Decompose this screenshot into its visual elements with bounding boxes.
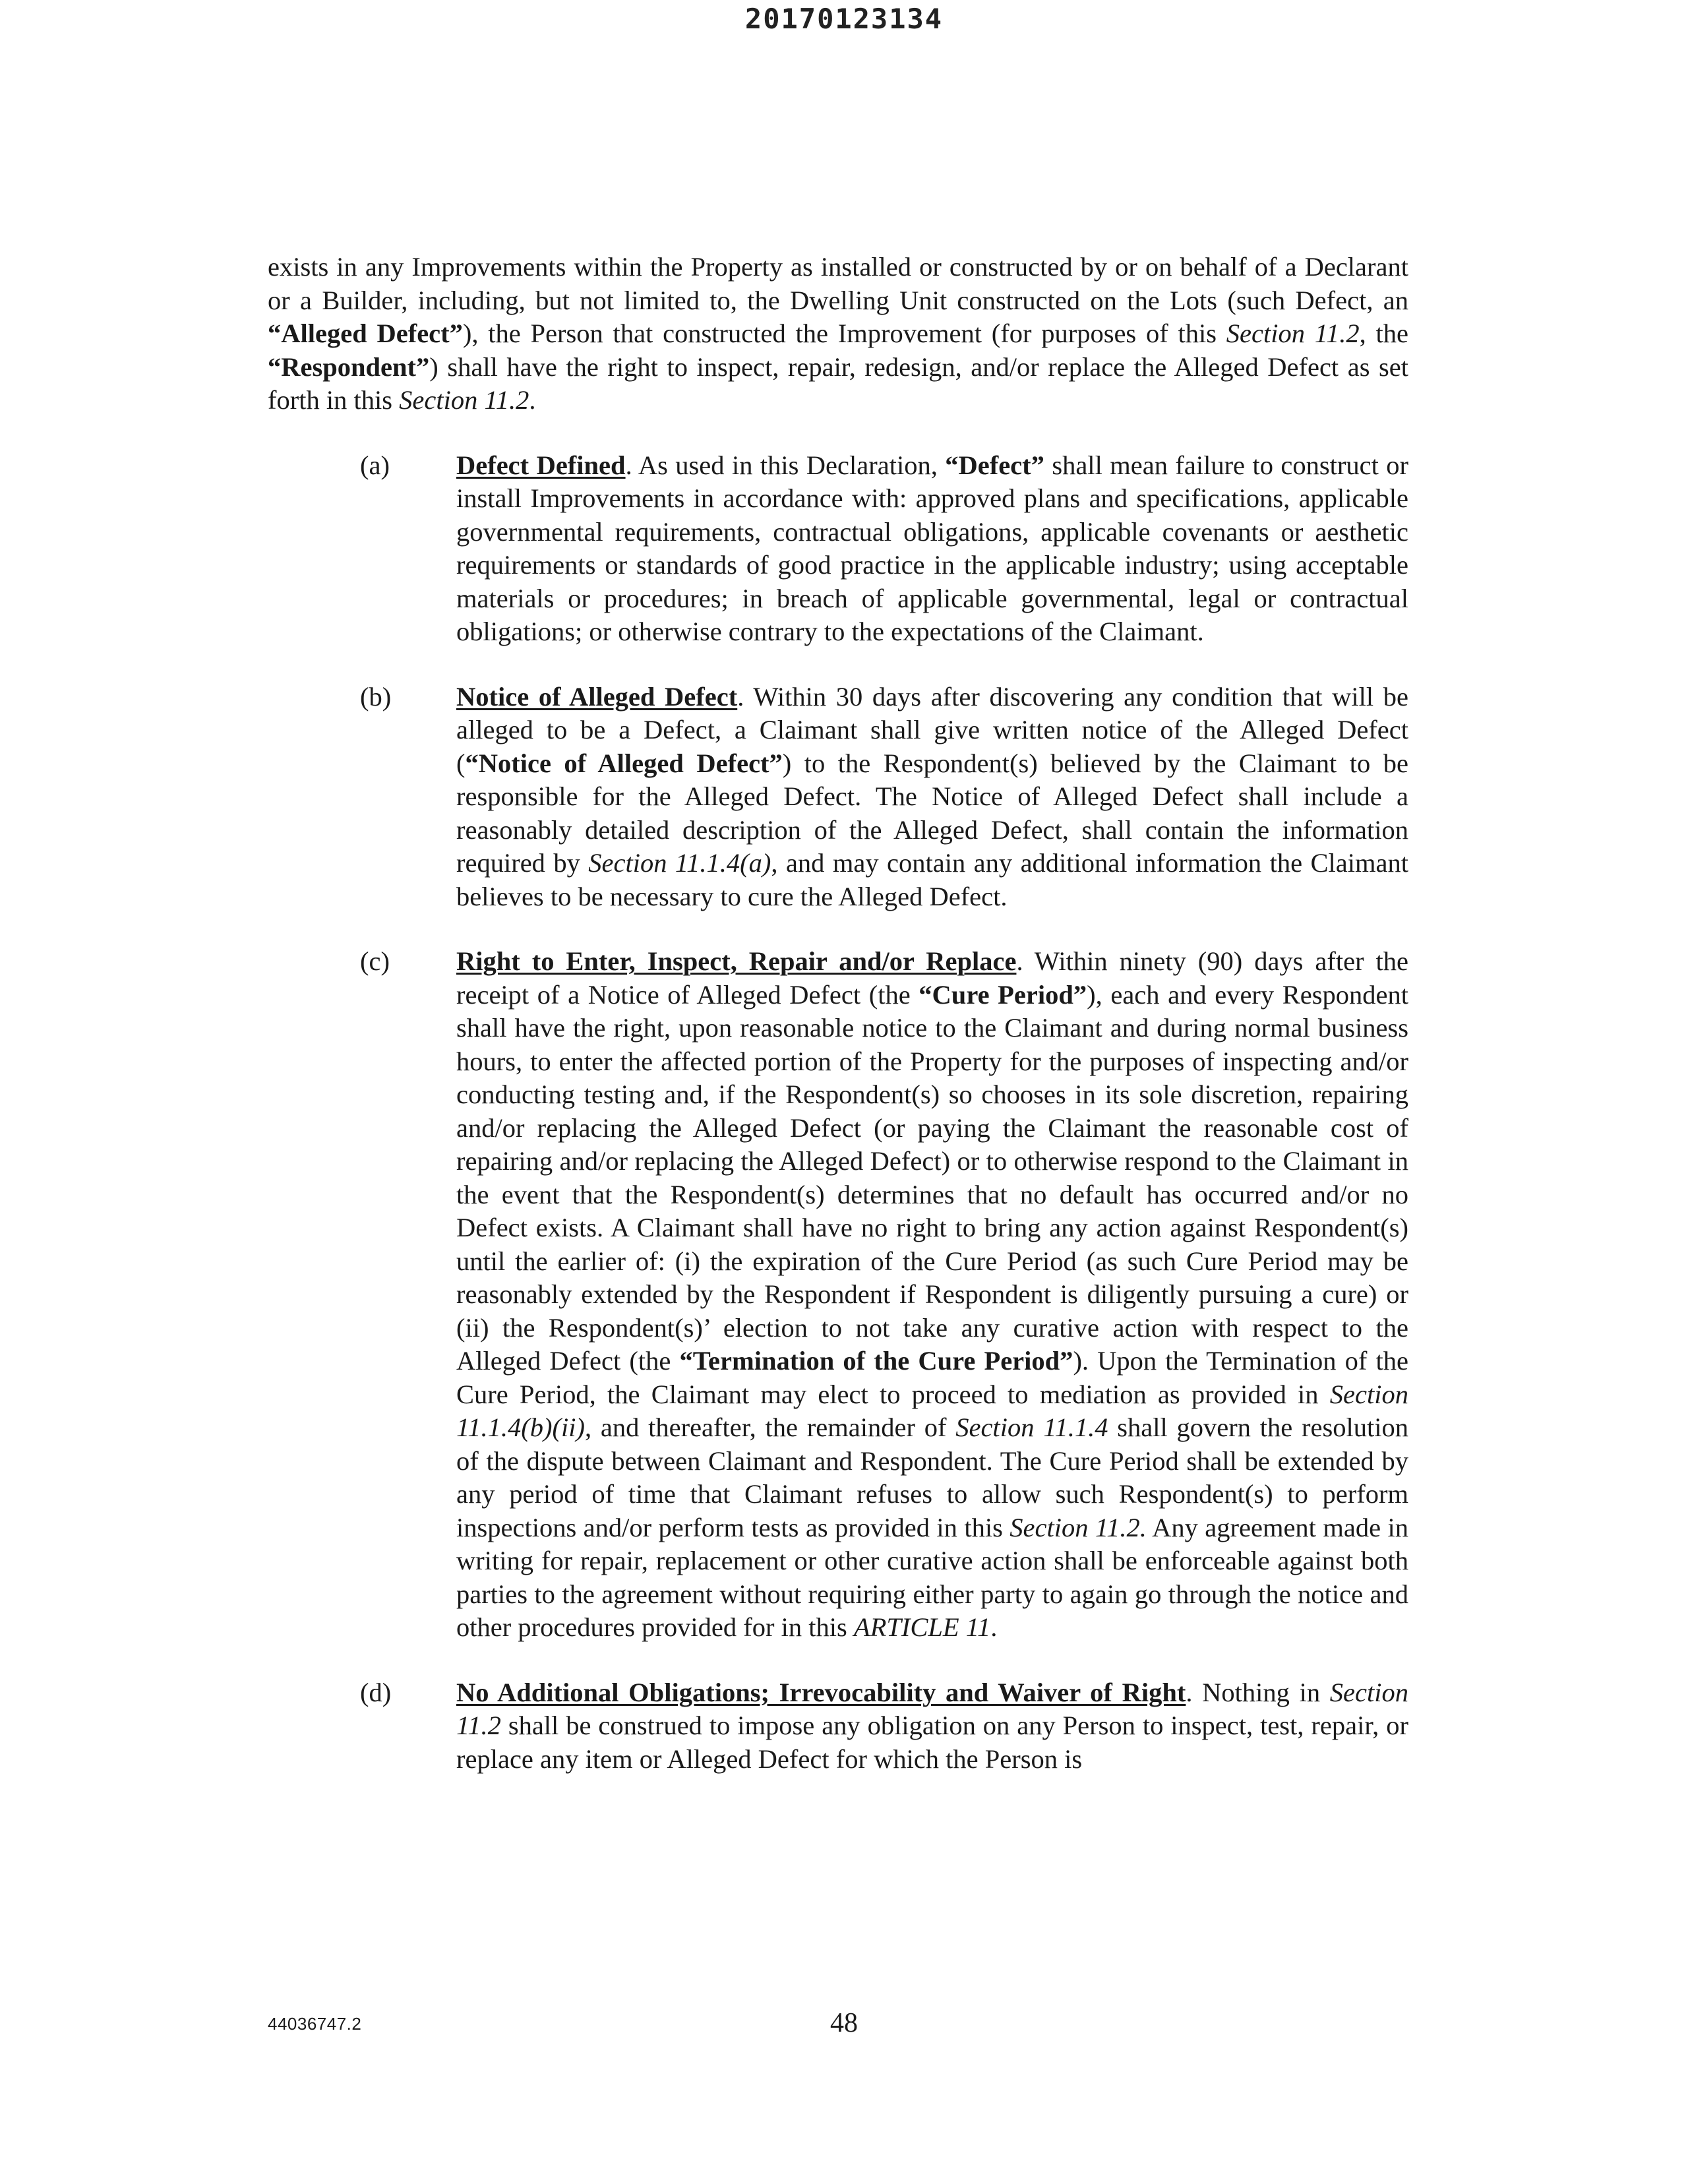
subsection-text: Right to Enter, Inspect, Repair and/or Replace. Within ninety (90) days after the receipt of a Notice of Alleged Defect (the “Cure Period”), each and every Respondent shall have the right, upon reasonable notice to the Claimant and during normal business hours, to enter the affected portion of the Property for the purposes of inspecting and/or conducting testing and, if the Respondent(s) so chooses in its sole discretion, repairing and/or replacing the Alleged Defect (or paying the Claimant the reasonable cost of repairing and/or replacing the Alleged Defect) or to otherwise respond to the Claimant in the event that the Respondent(s) determines that no default has occurred and/or no Defect exists. A Claimant shall have no right to bring any action against Respondent(s) until the earlier of: (i) the expiration of the Cure Period (as such Cure Period may be reasonably extended by the Respondent if Respondent is diligently pursuing a cure) or (ii) the Respondent(s)’ election to not take any curative action with respect to the Alleged Defect (the “Termination of the Cure Period”). Upon the Termination of the Cure Period, the Claimant may elect to proceed to mediation as provided in Section 11.1.4(b)(ii), and thereafter, the remainder of Section 11.1.4 shall govern the resolution of the dispute between Claimant and Respondent. The Cure Period shall be extended by any period of time that Claimant refuses to allow such Respondent(s) to perform inspections and/or perform tests as provided in this Section 11.2. Any agreement made in writing for repair, replacement or other curative action shall be enforceable against both parties to the agreement without requiring either party to again go through the notice and other procedures provided for in this ARTICLE 11. [456,946,1409,1642]
term-alleged-defect: “Alleged Defect” [268,318,463,348]
document-id: 44036747.2 [268,2014,362,2034]
section-reference: Section 11.1.4(a) [588,848,771,878]
term-respondent: “Respondent” [268,351,430,382]
subsection-heading: Defect Defined [456,450,626,480]
recording-number: 20170123134 [744,3,944,35]
subsection-text: Defect Defined. As used in this Declaration, “Defect” shall mean failure to construct or install Improvements in accordance with: approved plans and specifications, applicable governmental requirements, contractual obligations, applicable covenants or aesthetic requirements or standards of good practice in the applicable industry; using acceptable materials or procedures; in breach of applicable governmental, legal or contractual obligations; or otherwise contrary to the expectations of the Claimant. [456,450,1408,646]
page-number: 48 [830,2008,858,2038]
subsection-a [268,449,1408,649]
subsection-letter: (c) [360,946,390,976]
subsection-c [268,945,1408,1645]
section-reference: Section 11.2 [456,1677,1408,1740]
term-defect: “Defect” [945,450,1044,480]
subsection-letter: (a) [360,450,390,480]
term-cure-period: “Cure Period” [919,979,1087,1010]
section-reference: Section 11.1.4 [955,1412,1108,1442]
subsection-heading: Right to Enter, Inspect, Repair and/or Replace [456,946,1017,976]
section-reference: Section 11.2 [1226,318,1360,348]
section-reference: Section 11.2. [1010,1512,1147,1542]
section-reference: Section 11.2 [399,385,529,415]
subsection-text: Notice of Alleged Defect. Within 30 days after discovering any condition that will be alleged to be a Defect, a Claimant shall give written notice of the Alleged Defect (“Notice of Alleged Defect”) to the Respondent(s) believed by the Claimant to be responsible for the Alleged Defect. The Notice of Alleged Defect shall include a reasonably detailed description of the Alleged Defect, shall contain the information required by Section 11.1.4(a), and may contain any additional information the Claimant believes to be necessary to cure the Alleged Defect. [456,681,1408,911]
article-reference: ARTICLE 11 [853,1612,991,1642]
term-notice-of-alleged-defect: “Notice of Alleged Defect” [465,748,783,778]
subsection-letter: (d) [360,1677,392,1707]
subsection-d [268,1676,1408,1776]
subsection-b [268,681,1408,914]
subsection-letter: (b) [360,681,392,712]
subsection-heading: No Additional Obligations; Irrevocability and Waiver of Right [456,1677,1186,1707]
subsection-heading: Notice of Alleged Defect [456,681,738,712]
intro-paragraph: exists in any Improvements within the Property as installed or constructed by or on behalf of a Declarant or a Builder, including, but not limited to, the Dwelling Unit constructed on the Lots (such Defect, an “Alleged Defect”), the Person that constructed the Improvement (for purposes of this Section 11.2, the “Respondent”) shall have the right to inspect, repair, redesign, and/or replace the Alleged Defect as set forth in this Section 11.2. [268,252,1409,415]
section-reference: Section 11.1.4(b)(ii) [456,1379,1408,1442]
document-body [268,251,1408,1807]
term-termination-of-cure-period: “Termination of the Cure Period” [679,1346,1073,1376]
subsection-text: No Additional Obligations; Irrevocability and Waiver of Right. Nothing in Section 11.2 shall be construed to impose any obligation on any Person to inspect, test, repair, or replace any item or Alleged Defect for which the Person is [456,1677,1408,1774]
